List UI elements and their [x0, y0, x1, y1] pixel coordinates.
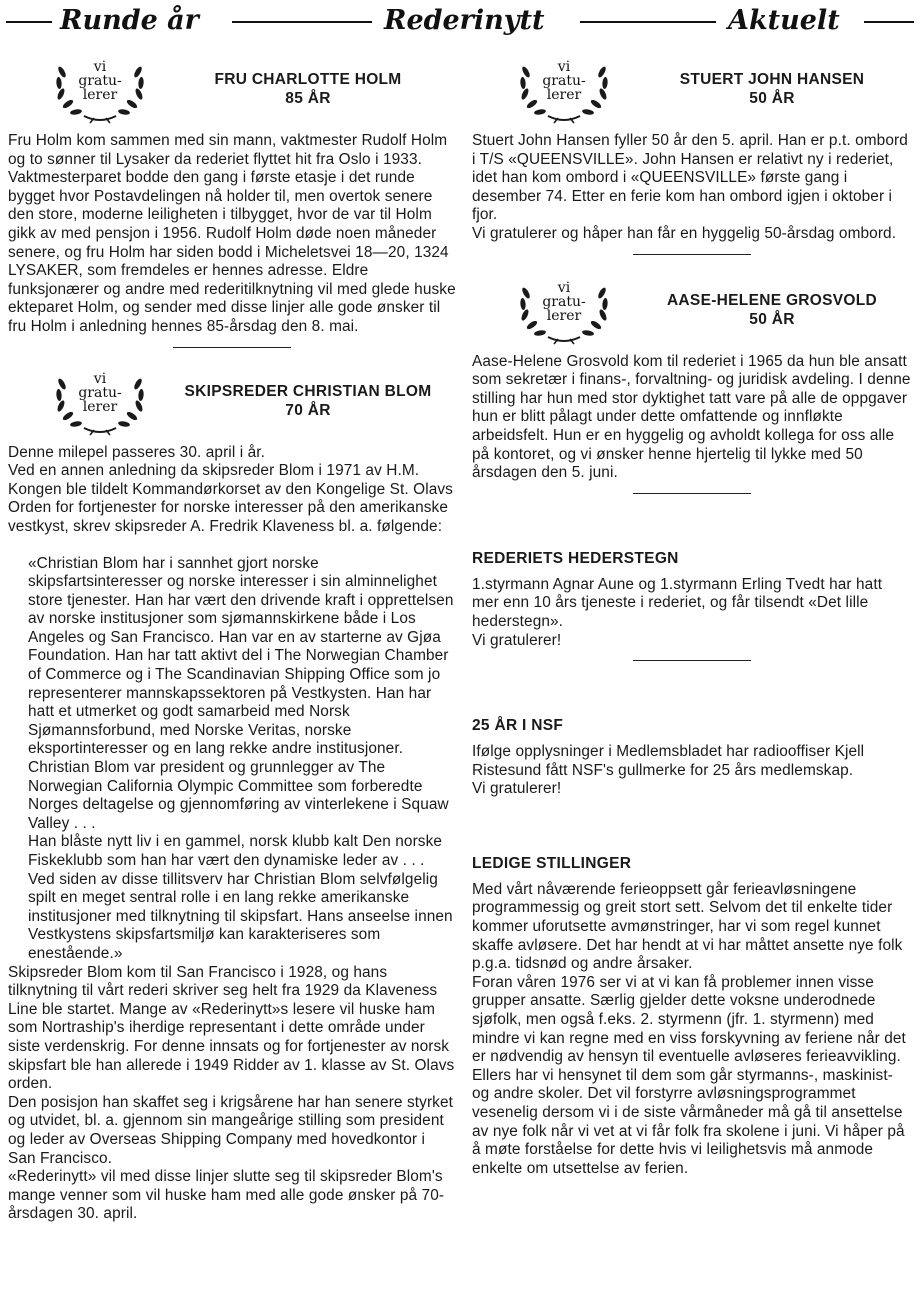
section-25-ar-i-nsf	[472, 717, 912, 799]
header-left-title: Runde år	[60, 5, 199, 36]
header-rule	[580, 21, 716, 23]
article-charlotte-holm	[8, 48, 456, 337]
section-ledige-stillinger	[472, 855, 912, 1179]
laurel-wreath-badge	[50, 52, 150, 124]
badge-line: gratu-	[542, 73, 586, 89]
section-body: Med vårt nåværende ferieoppsett går ferieavløsningene programmessig og greit stort sett. Selvom det til enkelte tider kommer uforutsette avmønstringer, har vi som regel kunnet skaffe avløsere. Det har hendt at vi har måttet ansette nye folk p.g.a. tidsnød og andre årsaker. Foran våren 1976 ser vi at vi kan få problemer innen visse grupper ansatte. Særlig gjelder dette voksne underodnede sjøfolk, men også f.eks. 2. styrmenn (jfr. 1. styrmenn) med mindre vi kan regne med en viss forskyvning av feriene når det er nødvendig av hensyn til eventuelle avløseres ferieavvikling. Ellers har vi hensynet til dem som går styrmanns-, maskinist- og andre skoler. Det vil forstyrre avløsningsprogrammet vesenelig dersom vi i de siste vårmåneder må gå til ansettelse av nye folk når vi vet at vi får folk fra skolene i juni. Vi håper på å møte forståelse for dette hvis vi leilighetsvis må anmode enkelte om utsettelse av ferien.	[472, 880, 906, 1177]
article-body: Fru Holm kom sammen med sin mann, vaktmester Rudolf Holm og to sønner til Lysaker da rederiet flyttet hit fra Oslo i 1933. Vaktmesterparet bodde den gang i første etasje i det runde bygget hvor Postavdelingen nå holder til, men overtok senere den store, moderne leiligheten i tilbygget, hvor de var til Holm gikk av med pensjon i 1956. Rudolf Holm døde noen måneder senere, og fru Holm har siden bodd i Micheletsvei 18—20, 1324 LYSAKER, som fremdeles er hennes adresse. Eldre funksjonærer og andre med rederitilknytning vil med glede huske ekteparet Holm, og sender med disse linjer alle gode ønsker til fru Holm i anledning hennes 85-årsdag den 8. mai.	[8, 132, 456, 335]
section-title: REDERIETS HEDERSTEGN	[472, 549, 679, 567]
header-center-title: Rederinytt	[384, 5, 545, 36]
section-title: 25 ÅR I NSF	[472, 717, 564, 735]
badge-line: gratu-	[78, 73, 122, 89]
badge-line: lerer	[82, 398, 118, 415]
article-title	[632, 70, 912, 108]
badge-line: lerer	[546, 307, 582, 324]
article-age: 70 ÅR	[285, 401, 331, 419]
article-age: 50 ÅR	[749, 310, 795, 328]
article-age: 85 ÅR	[285, 90, 331, 107]
article-title	[168, 70, 448, 108]
page-header	[0, 2, 920, 40]
article-name: FRU CHARLOTTE HOLM	[214, 71, 402, 88]
badge-line: gratu-	[542, 293, 586, 310]
badge-line: vi	[93, 370, 107, 387]
article-aase-helene-grosvold	[472, 269, 912, 483]
badge-line: vi	[93, 59, 107, 75]
article-name: SKIPSREDER CHRISTIAN BLOM	[184, 382, 432, 400]
article-name: STUERT JOHN HANSEN	[679, 71, 865, 88]
article-body: Aase-Helene Grosvold kom til rederiet i 1965 da hun ble ansatt som sekretær i finans-, forvaltning- og juridisk avdeling. I denne stilling har hun med stor dyktighet tatt vare på alle de oppgaver hun er blitt pålagt under dette omfattende og innfløkte arbeidsfelt. Hun er en hyggelig og avholdt kollega for oss alle på kontoret, og vi ønsker henne hjertelig til lykke med 50 årsdagen den 5. juni.	[472, 352, 911, 482]
separator-rule	[633, 660, 751, 661]
header-rule	[6, 21, 52, 23]
article-christian-blom	[8, 360, 456, 1224]
separator-rule	[633, 493, 751, 494]
right-column	[472, 48, 912, 1178]
separator-rule	[633, 254, 751, 255]
badge-line: lerer	[82, 87, 118, 103]
separator-rule	[173, 347, 291, 348]
article-header	[472, 48, 912, 132]
article-quote: «Christian Blom har i sannhet gjort norske skipsfartsinteresser og norske interesser i sin alminnelighet store tjenester. Han har vært den drivende kraft i opprettelsen av norske institusjoner som sjømannskirkene både i Los Angeles og San Francisco. Han var en av starterne av Gjøa Foundation. Han har tatt aktivt del i The Norwegian Chamber of Commerce og i The Scandinavian Shipping Office som jo representerer mannskapssektoren på Vestkysten. Han har hatt et utmerket og godt samarbeid med Norsk Sjømannsforbund, med Norske Veritas, norske eksportinteresser og en lang rekke andre institusjoner. Christian Blom var president og grunnlegger av The Norwegian California Olympic Committee som forberedte Norges deltagelse og gjennomføring av vinterlekene i Squaw Valley . . . Han blåste nytt liv i en gammel, norsk klubb kalt Den norske Fiskeklubb som han har vært den dynamiske leder av . . . Ved siden av disse tillitsverv har Christian Blom selvfølgelig spilt en meget sentral rolle i en lang rekke amerikanske institusjoner med tilknytning til skipsfart. Hans anseelse innen Vestkystens skipsfartsmiljø kan karakteriseres som enestående.»	[28, 554, 454, 962]
laurel-wreath-badge	[514, 273, 614, 345]
article-age: 50 ÅR	[749, 90, 795, 107]
article-title	[632, 291, 912, 329]
article-name: AASE-HELENE GROSVOLD	[666, 291, 878, 309]
section-title: LEDIGE STILLINGER	[472, 854, 632, 872]
left-column	[8, 48, 456, 1224]
article-header	[8, 48, 456, 132]
article-header	[472, 269, 912, 353]
badge-line: gratu-	[78, 384, 122, 401]
header-right-title: Aktuelt	[728, 5, 840, 36]
section-body: 1.styrmann Agnar Aune og 1.styrmann Erling Tvedt har hatt mer enn 10 års tjeneste i rederiet, og får tilsendt «Det lille hederstegn». Vi gratulerer!	[472, 575, 883, 649]
header-rule	[232, 21, 372, 23]
article-outro: Skipsreder Blom kom til San Francisco i 1928, og hans tilknytning til vårt rederi skriver seg helt fra 1929 da Klaveness Line ble startet. Mange av «Rederinytt»s lesere vil huske ham som Nortraship's iherdige representant i dette område under siste verdenskrig. For denne innsats og for fortjenester av norsk skipsfart ble han allerede i 1949 Ridder av 1. klasse av St. Olavs orden. Den posisjon han skaffet seg i krigsårene har han senere styrket og utvidet, bl. a. gjennom sin mangeårige stilling som president og leder av Overseas Shipping Company med hovedkontor i San Francisco. «Rederinytt» vil med disse linjer slutte seg til skipsreder Blom's mange venner som vil huske ham med alle gode ønsker på 70-årsdagen 30. april.	[8, 963, 455, 1223]
article-body: Stuert John Hansen fyller 50 år den 5. april. Han er p.t. ombord i T/S «QUEENSVILLE». John Hansen er relativt ny i rederiet, idet han kom ombord i «QUEENSVILLE» første gang i desember 74. Etter en ferie kom han ombord igjen i oktober i fjor. Vi gratulerer og håper han får en hyggelig 50-årsdag ombord.	[472, 132, 908, 242]
laurel-wreath-badge	[50, 364, 150, 436]
section-rederiets-hederstegn	[472, 550, 912, 650]
article-intro: Denne milepel passeres 30. april i år. Ved en annen anledning da skipsreder Blom i 1971 av H.M. Kongen ble tildelt Kommandørkorset av den Kongelige St. Olavs Orden for fortjenester for norske interesser på den amerikanske vestkyst, skrev skipsreder A. Fredrik Klaveness bl. a. følgende:	[8, 443, 453, 535]
header-rule	[864, 21, 914, 23]
badge-line: vi	[557, 59, 571, 75]
article-title	[168, 382, 448, 420]
article-john-hansen	[472, 48, 912, 244]
article-header	[8, 360, 456, 444]
badge-line: vi	[557, 279, 571, 296]
badge-line: lerer	[546, 87, 582, 103]
laurel-wreath-badge	[514, 52, 614, 124]
section-body: Ifølge opplysninger i Medlemsbladet har radiooffiser Kjell Ristesund fått NSF's gullmerke for 25 års medlemskap. Vi gratulerer!	[472, 743, 865, 798]
